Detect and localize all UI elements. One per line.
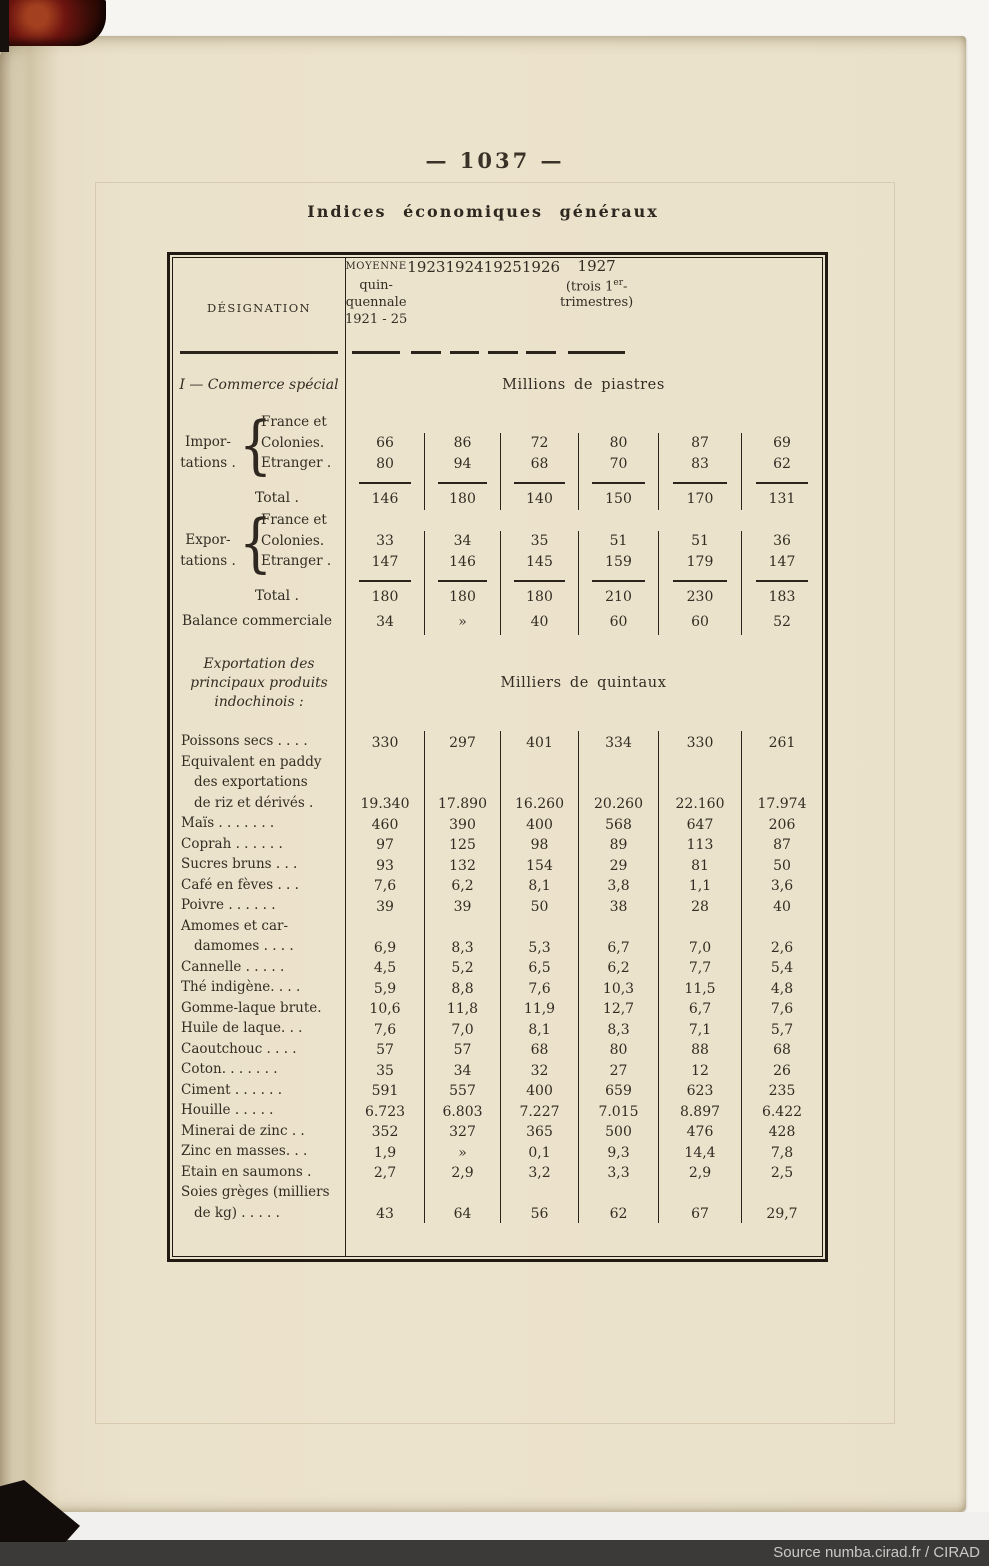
value-cell: 334 [578,731,658,752]
table-row [173,1059,822,1080]
value-cell: 20.260 [578,752,658,814]
header-1925: 1925 [484,258,522,358]
value-cell: 39 [424,895,500,916]
value-cell: » [424,608,500,635]
value-cell: 6,7 [578,916,658,957]
product-label: Zinc en masses. . . [181,1143,308,1159]
header-1927-line2: (trois 1er- [565,277,628,294]
value-cell: 60 [658,608,741,635]
product-label: Caoutchouc . . . . [181,1040,297,1057]
value-cell: 87 [741,834,822,855]
products-rows [173,731,822,1223]
header-moyenne: MOYENNE quin- quennale 1921 - 25 [345,258,407,358]
value-cell: 8,1 [500,875,578,896]
sum-rule-cell [578,572,658,585]
value-cell: 97 [345,834,424,855]
value-cell: 125 [424,834,500,855]
value-cell: 7,8 [741,1141,822,1162]
value-cell: 22.160 [658,752,741,814]
product-label: Ciment . . . . . . [181,1081,283,1098]
total-label: Total . [254,588,299,604]
value-cell: 400 [500,813,578,834]
value-cell: 68 [500,453,578,474]
sum-rule-cell [658,572,741,585]
value-cell: 70 [578,453,658,474]
value-cell: 50 [500,895,578,916]
value-cell: 81 [658,854,741,875]
table-row [173,854,822,875]
value-cell: 86 [424,433,500,454]
section-products [173,635,822,731]
product-label: Equivalent en paddy des exportations de riz et dérivés . [181,753,322,811]
value-cell: 6,7 [658,998,741,1019]
value-cell: 6,2 [578,957,658,978]
value-cell: 8,3 [578,1018,658,1039]
table-row [173,916,822,957]
table-row [173,1018,822,1039]
book-page [0,36,966,1512]
value-cell: 6.723 [345,1100,424,1121]
value-cell: 1,1 [658,875,741,896]
value-cell: 35 [345,1059,424,1080]
value-cell: 52 [741,608,822,635]
value-cell: 146 [424,551,500,572]
value-cell: 39 [345,895,424,916]
value-cell: 5,9 [345,977,424,998]
value-cell: 29,7 [741,1182,822,1223]
value-cell: 88 [658,1039,741,1060]
value-cell: 5,4 [741,957,822,978]
value-cell: 6.422 [741,1100,822,1121]
exports-total-values [345,585,822,608]
value-cell: 10,3 [578,977,658,998]
value-cell: 57 [345,1039,424,1060]
value-cell: 365 [500,1121,578,1142]
value-cell: 7,7 [658,957,741,978]
value-cell: 93 [345,854,424,875]
value-cell: 6,2 [424,875,500,896]
table-header [173,258,822,358]
table-row [173,813,822,834]
value-cell: 7,6 [345,1018,424,1039]
value-cell: 51 [658,531,741,552]
exports-etranger-values [345,551,822,572]
value-cell: 35 [500,531,578,552]
value-cell: 34 [424,531,500,552]
value-cell: 80 [345,453,424,474]
value-cell: 500 [578,1121,658,1142]
value-cell: 5,7 [741,1018,822,1039]
value-cell: 12 [658,1059,741,1080]
value-cell: 235 [741,1080,822,1101]
value-cell: 98 [500,834,578,855]
product-label: Sucres bruns . . . [181,856,298,872]
value-cell: 3,6 [741,875,822,896]
value-cell: 179 [658,551,741,572]
value-cell: 0,1 [500,1141,578,1162]
value-cell: 352 [345,1121,424,1142]
value-cell: 1,9 [345,1141,424,1162]
table-row [173,752,822,814]
value-cell: 94 [424,453,500,474]
table-row [173,895,822,916]
value-cell: 7.015 [578,1100,658,1121]
product-label: Houille . . . . . [181,1102,274,1118]
sum-rule-cell [345,572,424,585]
value-cell: 4,5 [345,957,424,978]
value-cell: 591 [345,1080,424,1101]
value-cell: 66 [345,433,424,454]
product-label: Gomme-laque brute. [181,999,322,1016]
value-cell: 87 [658,433,741,454]
table-row [173,1039,822,1060]
value-cell: 11,8 [424,998,500,1019]
value-cell: 2,6 [741,916,822,957]
value-cell: 154 [500,854,578,875]
value-cell: 131 [741,487,822,510]
balance-row [173,608,822,635]
brace-glyph: { [239,409,273,483]
table-row [173,1100,822,1121]
value-cell: 3,2 [500,1162,578,1183]
value-cell: » [424,1141,500,1162]
value-cell: 428 [741,1121,822,1142]
sum-rule-cell [424,572,500,585]
value-cell: 14,4 [658,1141,741,1162]
value-cell: 132 [424,854,500,875]
header-1924: 1924 [445,258,483,358]
value-cell: 206 [741,813,822,834]
sum-rule-cell [741,572,822,585]
value-cell: 2,5 [741,1162,822,1183]
value-cell: 6,9 [345,916,424,957]
value-cell: 401 [500,731,578,752]
value-cell: 400 [500,1080,578,1101]
table-row [173,875,822,896]
value-cell: 43 [345,1182,424,1223]
header-designation [173,258,345,358]
value-cell: 68 [500,1039,578,1060]
value-cell: 390 [424,813,500,834]
value-cell: 17.974 [741,752,822,814]
value-cell: 72 [500,433,578,454]
value-cell: 568 [578,813,658,834]
balance-values [345,608,822,635]
section-products-label: Exportation des principaux produits indochinois : [190,655,328,710]
imports-etranger-values [345,453,822,474]
value-cell: 27 [578,1059,658,1080]
value-cell: 11,9 [500,998,578,1019]
value-cell: 659 [578,1080,658,1101]
value-cell: 83 [658,453,741,474]
sum-rule-cell [658,474,741,487]
value-cell: 34 [345,608,424,635]
section-commerce [173,358,822,412]
table-row [173,977,822,998]
value-cell: 32 [500,1059,578,1080]
value-cell: 8,3 [424,916,500,957]
value-cell: 327 [424,1121,500,1142]
value-cell: 89 [578,834,658,855]
exports-side-label: Expor- tations . [180,532,236,569]
value-cell: 2,7 [345,1162,424,1183]
unit-banner-quintaux: Milliers de quintaux [500,675,667,691]
sum-rule-cell [500,474,578,487]
table-row [173,834,822,855]
table-row [173,731,822,752]
value-cell: 3,8 [578,875,658,896]
value-cell: 230 [658,585,741,608]
value-cell: 6,5 [500,957,578,978]
value-cell: 7,6 [741,998,822,1019]
product-label: Cannelle . . . . . [181,958,285,975]
value-cell: 26 [741,1059,822,1080]
unit-banner-piastres: Millions de piastres [502,377,665,393]
value-cell: 7,6 [500,977,578,998]
table-row [173,1162,822,1183]
value-cell: 180 [500,585,578,608]
imports-colonies-values [345,433,822,454]
brace-glyph: { [239,507,273,581]
value-cell: 5,2 [424,957,500,978]
product-label: Poissons secs . . . . [181,733,308,749]
value-cell: 7,6 [345,875,424,896]
value-cell: 623 [658,1080,741,1101]
value-cell: 67 [658,1182,741,1223]
exports-colonies-values [345,531,822,552]
value-cell: 147 [741,551,822,572]
header-designation-label: DÉSIGNATION [206,301,312,315]
value-cell: 34 [424,1059,500,1080]
table-row [173,1121,822,1142]
value-cell: 647 [658,813,741,834]
value-cell: 28 [658,895,741,916]
value-cell: 145 [500,551,578,572]
value-cell: 180 [424,487,500,510]
value-cell: 330 [658,731,741,752]
value-cell: 7,1 [658,1018,741,1039]
value-cell: 10,6 [345,998,424,1019]
product-label: Poivre . . . . . . [181,897,276,913]
value-cell: 4,8 [741,977,822,998]
product-label: Coprah . . . . . . [181,835,283,852]
value-cell: 2,9 [658,1162,741,1183]
balance-label: Balance commerciale [182,613,333,629]
column-divider [345,258,346,1256]
value-cell: 330 [345,731,424,752]
table-row [173,957,822,978]
value-cell: 62 [741,453,822,474]
value-cell: 460 [345,813,424,834]
table-row [173,1182,822,1223]
product-label: Soies grèges (milliers de kg) . . . . . [181,1184,330,1221]
value-cell: 476 [658,1121,741,1142]
value-cell: 147 [345,551,424,572]
sum-rule-cell [345,474,424,487]
value-cell: 7,0 [424,1018,500,1039]
value-cell: 297 [424,731,500,752]
value-cell: 38 [578,895,658,916]
imports-total-values [345,487,822,510]
value-cell: 7.227 [500,1100,578,1121]
exports-sub-labels: France et Colonies. Etranger . [261,512,332,569]
value-cell: 8,8 [424,977,500,998]
value-cell: 16.260 [500,752,578,814]
value-cell: 29 [578,854,658,875]
value-cell: 68 [741,1039,822,1060]
value-cell: 50 [741,854,822,875]
value-cell: 36 [741,531,822,552]
value-cell: 60 [578,608,658,635]
value-cell: 40 [500,608,578,635]
sum-rule-cell [578,474,658,487]
value-cell: 170 [658,487,741,510]
value-cell: 8,1 [500,1018,578,1039]
section-commerce-label: I — Commerce spécial [179,377,339,393]
value-cell: 7,0 [658,916,741,957]
value-cell: 9,3 [578,1141,658,1162]
product-label: Café en fèves . . . [181,876,299,893]
book-cover-corner [0,0,106,46]
footer-bar [0,1540,989,1566]
imports-group [173,409,822,483]
book-spine-edge [0,0,9,52]
value-cell: 80 [578,1039,658,1060]
source-credit: Source numba.cirad.fr / CIRAD [773,1544,980,1561]
value-cell: 150 [578,487,658,510]
value-cell: 2,9 [424,1162,500,1183]
imports-side-label: Impor- tations . [180,434,236,471]
value-cell: 57 [424,1039,500,1060]
product-label: Amomes et car- damomes . . . . [181,917,294,954]
value-cell: 180 [424,585,500,608]
value-cell: 3,3 [578,1162,658,1183]
header-1923: 1923 [407,258,445,358]
value-cell: 146 [345,487,424,510]
value-cell: 183 [741,585,822,608]
value-cell: 17.890 [424,752,500,814]
value-cell: 62 [578,1182,658,1223]
value-cell: 12,7 [578,998,658,1019]
stats-table [167,252,828,1262]
table-row [173,1141,822,1162]
exports-group [173,507,822,581]
product-label: Coton. . . . . . . [181,1061,278,1077]
imports-sub-labels: France et Colonies. Etranger . [261,414,332,471]
doc-title: Indices économiques généraux [307,202,659,221]
product-label: Thé indigène. . . . [181,979,301,995]
value-cell: 69 [741,433,822,454]
product-label: Etain en saumons . [181,1163,312,1180]
value-cell: 51 [578,531,658,552]
value-cell: 210 [578,585,658,608]
total-label: Total . [254,490,299,506]
value-cell: 113 [658,834,741,855]
value-cell: 80 [578,433,658,454]
page-number: — 1037 — [425,148,565,173]
value-cell: 6.803 [424,1100,500,1121]
value-cell: 8.897 [658,1100,741,1121]
exports-total-row [173,585,822,608]
header-1926: 1926 [522,258,560,358]
value-cell: 11,5 [658,977,741,998]
sum-rule-cell [500,572,578,585]
value-cell: 40 [741,895,822,916]
product-label: Huile de laque. . . [181,1020,303,1036]
sum-rule-cell [424,474,500,487]
value-cell: 180 [345,585,424,608]
value-cell: 56 [500,1182,578,1223]
scan-margin [0,1512,989,1540]
value-cell: 159 [578,551,658,572]
value-cell: 5,3 [500,916,578,957]
value-cell: 33 [345,531,424,552]
value-cell: 64 [424,1182,500,1223]
sum-rule-cell [741,474,822,487]
table-row [173,1080,822,1101]
value-cell: 19.340 [345,752,424,814]
value-cell: 261 [741,731,822,752]
product-label: Minerai de zinc . . [181,1122,305,1139]
header-1927: 1927 (trois 1er- trimestres) [560,258,633,358]
product-label: Maïs . . . . . . . [181,815,275,831]
value-cell: 557 [424,1080,500,1101]
value-cell: 140 [500,487,578,510]
table-row [173,998,822,1019]
